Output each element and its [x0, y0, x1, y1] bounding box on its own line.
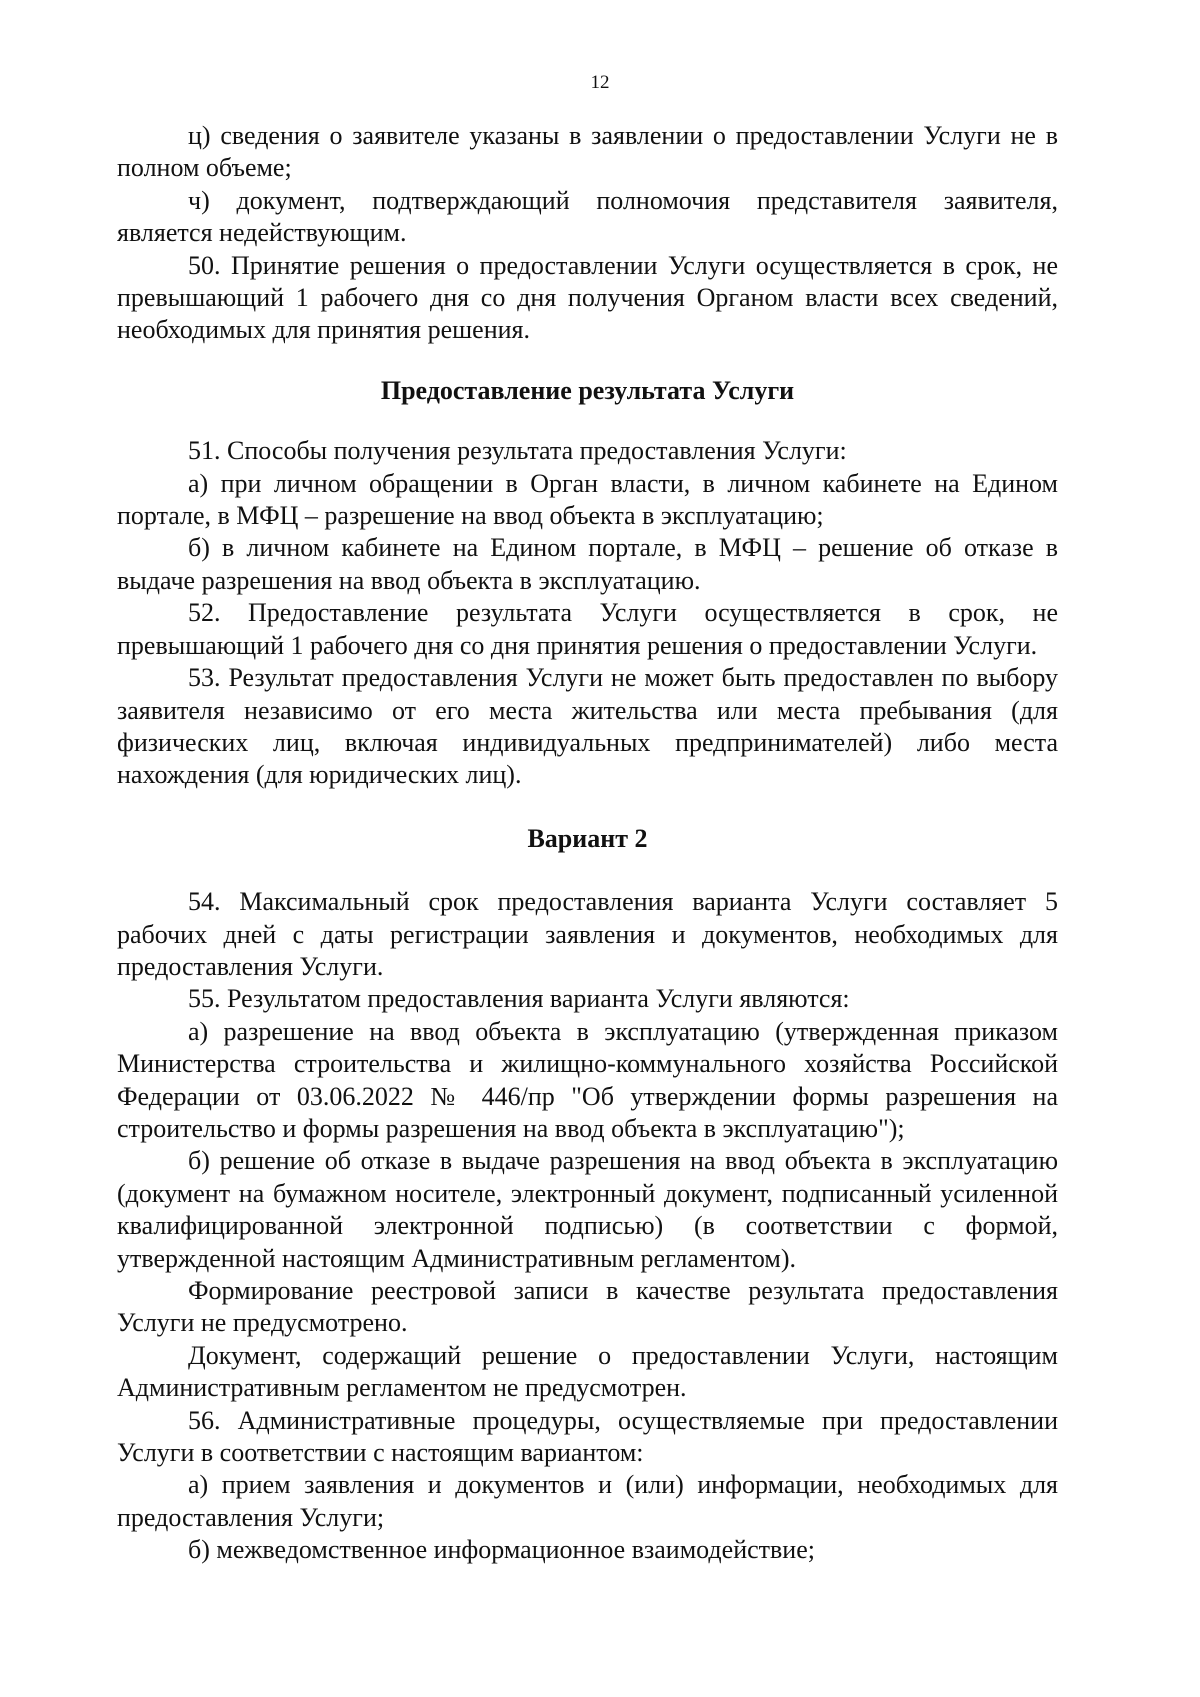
paragraph-56-a: а) прием заявления и документов и (или) информации, необходимых для предоставления Услуги;: [117, 1470, 1058, 1532]
paragraph-55-a: а) разрешение на ввод объекта в эксплуатацию (утвержденная приказом Министерства строительства и жилищно-коммунального хозяйства Российской Федерации от 03.06.2022 № 446/пр "Об утверждении формы разрешения на строительство и формы разрешения на ввод объекта в эксплуатацию");: [117, 1016, 1058, 1143]
paragraph-51-a: а) при личном обращении в Орган власти, в личном кабинете на Едином портале, в МФЦ – разрешение на ввод объекта в эксплуатацию;: [117, 468, 1058, 531]
document-body: [117, 120, 1058, 1567]
paragraph-55: 55. Результатом предоставления варианта Услуги являются:: [188, 984, 850, 1014]
paragraph-51-b: б) в личном кабинете на Едином портале, в МФЦ – решение об отказе в выдаче разрешения на ввод объекта в эксплуатацию.: [117, 533, 1058, 595]
paragraph-53: 53. Результат предоставления Услуги не может быть предоставлен по выбору заявителя независимо от его места жительства или места пребывания (для физических лиц, включая индивидуальных предпринимателей) либо места нахождения (для юридических лиц).: [117, 663, 1058, 790]
paragraph-ts: ц) сведения о заявителе указаны в заявлении о предоставлении Услуги не в полном объеме;: [117, 121, 1058, 183]
paragraph-54: 54. Максимальный срок предоставления варианта Услуги составляет 5 рабочих дней с даты регистрации заявления и документов, необходимых для предоставления Услуги.: [117, 887, 1058, 981]
paragraph-50: 50. Принятие решения о предоставлении Услуги осуществляется в срок, не превышающий 1 рабочего дня со дня получения Органом власти всех сведений, необходимых для принятия решения.: [117, 250, 1058, 345]
page-number: 12: [590, 72, 610, 93]
paragraph-51: 51. Способы получения результата предоставления Услуги:: [188, 436, 847, 466]
paragraph-55-b: б) решение об отказе в выдаче разрешения на ввод объекта в эксплуатацию (документ на бумажном носителе, электронный документ, подписанный усиленной квалифицированной электронной подписью) (в соответствии с формой, утвержденной настоящим Административным регламентом).: [117, 1146, 1058, 1273]
section-heading-variant-2: Вариант 2: [527, 823, 648, 853]
section-heading-result: Предоставление результата Услуги: [380, 375, 795, 405]
paragraph-registry-record: Формирование реестровой записи в качестве результата предоставления Услуги не предусмотрено.: [117, 1276, 1058, 1338]
paragraph-56-b: б) межведомственное информационное взаимодействие;: [188, 1535, 815, 1565]
paragraph-56: 56. Административные процедуры, осуществляемые при предоставлении Услуги в соответствии с настоящим вариантом:: [117, 1405, 1058, 1468]
paragraph-52: 52. Предоставление результата Услуги осуществляется в срок, не превышающий 1 рабочего дня со дня принятия решения о предоставлении Услуги.: [117, 598, 1058, 660]
paragraph-ch: ч) документ, подтверждающий полномочия представителя заявителя, является недействующим.: [117, 185, 1058, 248]
paragraph-decision-document: Документ, содержащий решение о предоставлении Услуги, настоящим Административным регламентом не предусмотрен.: [117, 1340, 1058, 1403]
